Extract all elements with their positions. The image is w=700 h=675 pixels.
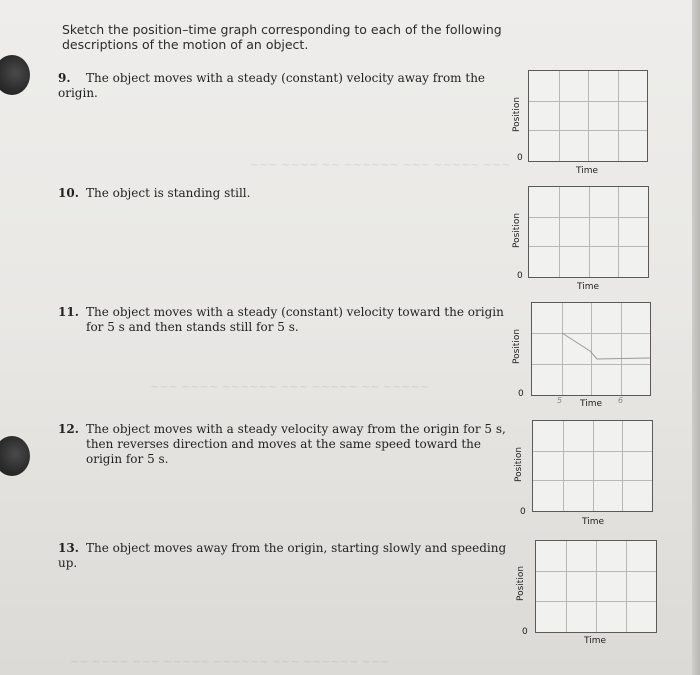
- page-edge: [692, 0, 700, 675]
- origin-label: 0: [518, 389, 524, 399]
- graph-grid[interactable]: [532, 420, 653, 512]
- graph-grid[interactable]: [528, 186, 649, 278]
- x-axis-label: Time: [576, 166, 599, 176]
- question-10: [58, 186, 513, 201]
- pencil-tick-mark: 5: [557, 396, 563, 405]
- instructions: Sketch the position–time graph corresponding to each of the following descriptions of the motion of an object.: [62, 22, 502, 52]
- x-axis-label: Time: [577, 282, 600, 292]
- x-axis-label: Time: [584, 636, 607, 646]
- question-text: The object moves away from the origin, starting slowly and speeding up.: [58, 541, 507, 570]
- question-number: 9.: [58, 71, 71, 85]
- graph-grid[interactable]: [531, 302, 651, 396]
- question-12: [58, 422, 508, 467]
- origin-label: 0: [520, 507, 526, 517]
- origin-label: 0: [517, 153, 523, 163]
- question-text: The object is standing still.: [86, 186, 251, 200]
- pencil-tick-mark: 6: [618, 396, 624, 405]
- y-axis-label: Position: [516, 565, 526, 601]
- binder-hole-top: [0, 55, 30, 95]
- y-axis-label: Position: [514, 446, 524, 482]
- question-text: The object moves with a steady velocity away from the origin for 5 s, then reverses direction and moves at the same speed toward the origin for 5 s.: [86, 422, 506, 466]
- y-axis-label: Position: [512, 328, 522, 364]
- question-text: The object moves with a steady (constant) velocity toward the origin for 5 s and then stands still for 5 s.: [86, 305, 504, 334]
- graph-grid[interactable]: [535, 540, 657, 633]
- x-axis-label: Time: [580, 399, 603, 409]
- x-axis-label: Time: [582, 517, 605, 527]
- question-number: 13.: [58, 541, 79, 555]
- y-axis-label: Position: [512, 96, 522, 132]
- origin-label: 0: [522, 627, 528, 637]
- graph-grid[interactable]: [528, 70, 648, 162]
- question-number: 11.: [58, 305, 79, 319]
- question-text: The object moves with a steady (constant) velocity away from the origin.: [58, 71, 486, 100]
- origin-label: 0: [517, 271, 523, 281]
- pencil-sketch: [532, 303, 652, 397]
- question-number: 12.: [58, 422, 79, 436]
- bleed-through: ~~ ~~~~ ~~~ ~~~~~ ~~~~~~ ~~~ ~~~~~~ ~~~: [70, 655, 390, 668]
- bleed-through: ~~~ ~~~~ ~~ ~~~~~~ ~~~ ~~~~~ ~~~: [250, 158, 511, 171]
- y-axis-label: Position: [512, 212, 522, 248]
- binder-hole-bottom: [0, 436, 30, 476]
- question-number: 10.: [58, 186, 79, 200]
- question-11: [58, 305, 508, 335]
- bleed-through: ~~~ ~~~~ ~~~~~~ ~~~ ~~~~~ ~~ ~~~~~: [150, 380, 430, 393]
- question-9: [58, 71, 513, 101]
- question-13: [58, 541, 518, 571]
